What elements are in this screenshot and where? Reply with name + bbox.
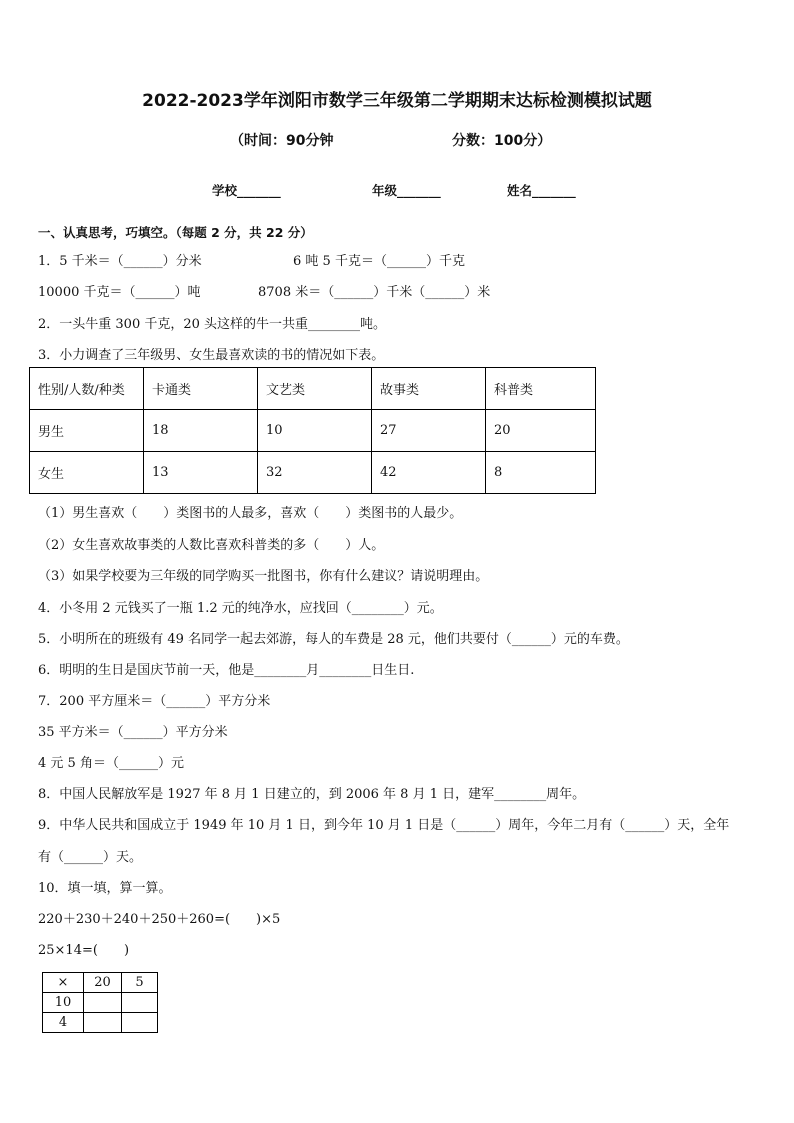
exam-score: 分数：100分） [452,133,552,149]
table-cell: 男生 [30,410,144,452]
answer-cell[interactable] [84,1013,122,1033]
table-cell: 27 [372,410,486,452]
table-cell: 故事类 [372,368,486,410]
q10-equation-2: 25×14=( ) [38,943,130,958]
table-row [43,1013,158,1033]
q5: 5．小明所在的班级有 49 名同学一起去郊游，每人的车费是 28 元，他们共要付（______）元的车费。 [38,632,629,647]
table-cell: 女生 [30,452,144,494]
table-row [43,993,158,1013]
q3-intro: 3．小力调查了三年级男、女生最喜欢读的书的情况如下表。 [38,348,385,363]
q9-line1: 9．中华人民共和国成立于 1949 年 10 月 1 日，到今年 10 月 1 日是（______）周年，今年二月有（______）天，全年 [38,818,730,833]
survey-table [29,367,596,494]
table-header-row [43,973,158,993]
q6: 6．明明的生日是国庆节前一天，他是________月________日生日. [38,663,415,678]
q10-intro: 10．填一填，算一算。 [38,881,172,896]
name-field[interactable]: 姓名_______ [507,183,576,198]
exam-time: （时间：90分钟 [230,133,334,149]
q8: 8．中国人民解放军是 1927 年 8 月 1 日建立的，到 2006 年 8 月 1 日，建军________周年。 [38,787,586,802]
table-cell: 卡通类 [144,368,258,410]
multiplication-table [42,972,158,1033]
table-cell: 科普类 [486,368,596,410]
table-cell: 性别/人数/种类 [30,368,144,410]
answer-cell[interactable] [122,1013,158,1033]
grade-field[interactable]: 年级_______ [372,183,441,198]
table-cell: 文艺类 [258,368,372,410]
q1-b: 6 吨 5 千克＝（______）千克 [293,254,465,269]
table-cell: 4 [43,1013,84,1033]
table-cell: 10 [43,993,84,1013]
q3-part1: （1）男生喜欢（ ）类图书的人最多，喜欢（ ）类图书的人最少。 [38,506,463,521]
q1-d: 8708 米＝（______）千米（______）米 [258,285,491,300]
table-cell: 20 [486,410,596,452]
table-cell: 42 [372,452,486,494]
q7-c: 4 元 5 角＝（______）元 [38,756,184,771]
table-header-row [30,368,596,410]
q9-line2: 有（______）天。 [38,850,143,865]
q1-c: 10000 千克＝（______）吨 [38,285,201,300]
answer-cell[interactable] [84,993,122,1013]
table-row [30,410,596,452]
table-row [30,452,596,494]
table-cell: 10 [258,410,372,452]
q3-part2: （2）女生喜欢故事类的人数比喜欢科普类的多（ ）人。 [38,538,385,553]
table-cell: 20 [84,973,122,993]
answer-cell[interactable] [122,993,158,1013]
q2: 2．一头牛重 300 千克，20 头这样的牛一共重________吨。 [38,317,387,332]
table-cell: × [43,973,84,993]
q7-b: 35 平方米＝（______）平方分米 [38,725,228,740]
page-title: 2022-2023学年浏阳市数学三年级第二学期期末达标检测模拟试题 [142,91,652,111]
q1-a: 1．5 千米＝（______）分米 [38,254,202,269]
table-cell: 13 [144,452,258,494]
q4: 4．小冬用 2 元钱买了一瓶 1.2 元的纯净水，应找回（________）元。 [38,601,443,616]
school-field[interactable]: 学校_______ [212,183,281,198]
table-cell: 18 [144,410,258,452]
table-cell: 8 [486,452,596,494]
q3-part3: （3）如果学校要为三年级的同学购买一批图书，你有什么建议？请说明理由。 [38,569,489,584]
q7-a: 7．200 平方厘米＝（______）平方分米 [38,694,271,709]
table-cell: 5 [122,973,158,993]
table-cell: 32 [258,452,372,494]
q10-equation-1: 220＋230＋240＋250＋260=( )×5 [38,912,281,927]
section-heading: 一、认真思考，巧填空。（每题 2 分，共 22 分） [38,225,313,240]
